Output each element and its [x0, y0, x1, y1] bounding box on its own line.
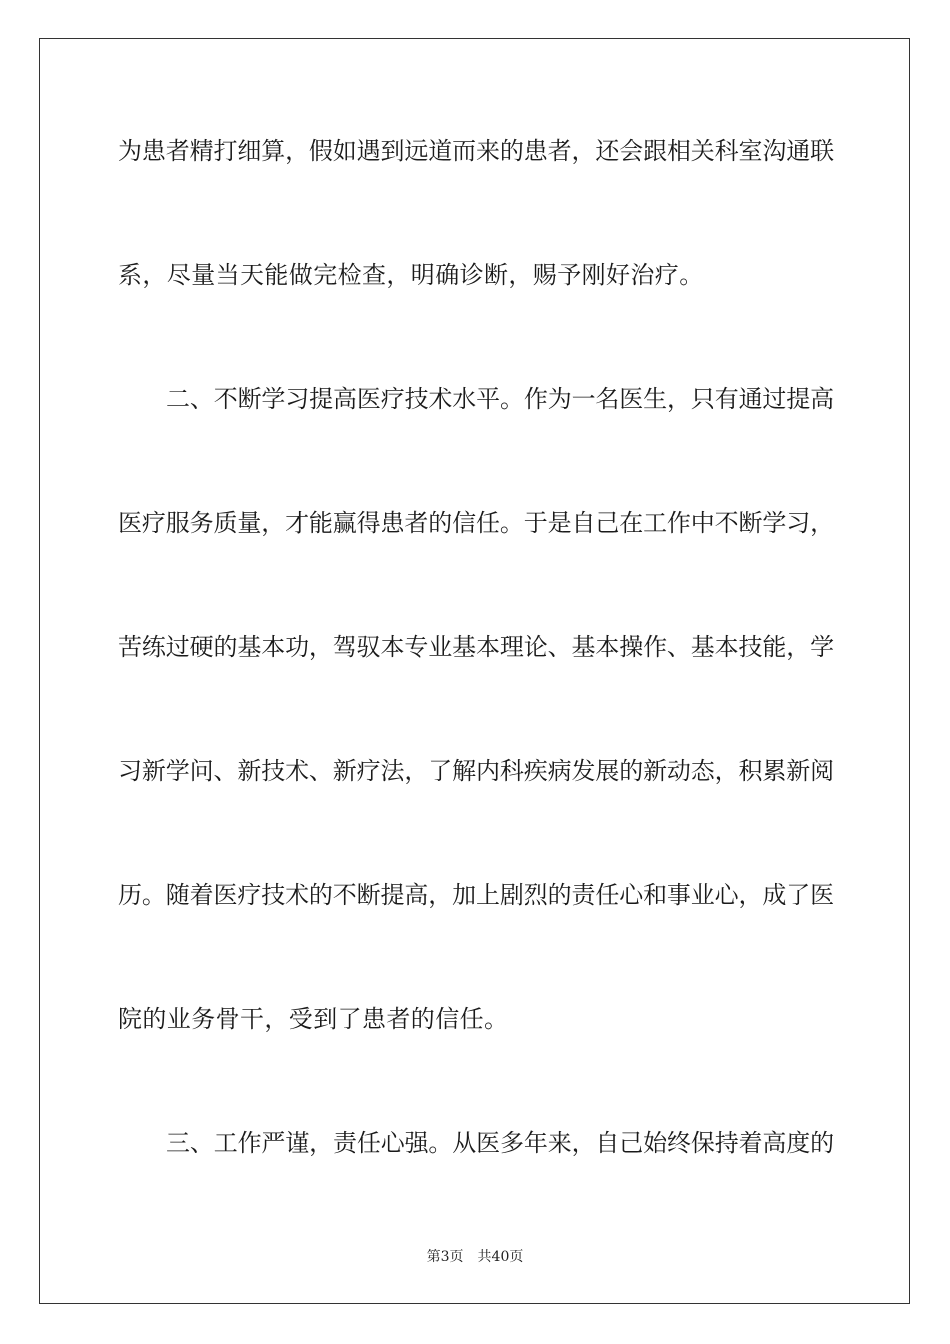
paragraph-line: 三、工作严谨，责任心强。从医多年来，自己始终保持着高度的	[166, 1129, 834, 1157]
page-number: 第3页	[426, 1249, 464, 1265]
paragraph-line: 为患者精打细算，假如遇到远道而来的患者，还会跟相关科室沟通联	[118, 137, 834, 165]
paragraph-line: 习新学问、新技术、新疗法，了解内科疾病发展的新动态，积累新阅	[118, 757, 834, 785]
paragraph-line: 历。随着医疗技术的不断提高，加上剧烈的责任心和事业心，成了医	[118, 881, 834, 909]
page-footer	[0, 1247, 950, 1267]
page-total: 共40页	[477, 1249, 524, 1265]
paragraph-line: 院的业务骨干，受到了患者的信任。	[118, 1005, 509, 1033]
paragraph-line: 医疗服务质量，才能赢得患者的信任。于是自己在工作中不断学习，	[118, 509, 834, 537]
page-border	[39, 38, 910, 1304]
paragraph-line: 系，尽量当天能做完检查，明确诊断，赐予刚好治疗。	[118, 261, 704, 289]
paragraph-line: 二、不断学习提高医疗技术水平。作为一名医生，只有通过提高	[166, 385, 834, 413]
paragraph-line: 苦练过硬的基本功，驾驭本专业基本理论、基本操作、基本技能，学	[118, 633, 834, 661]
